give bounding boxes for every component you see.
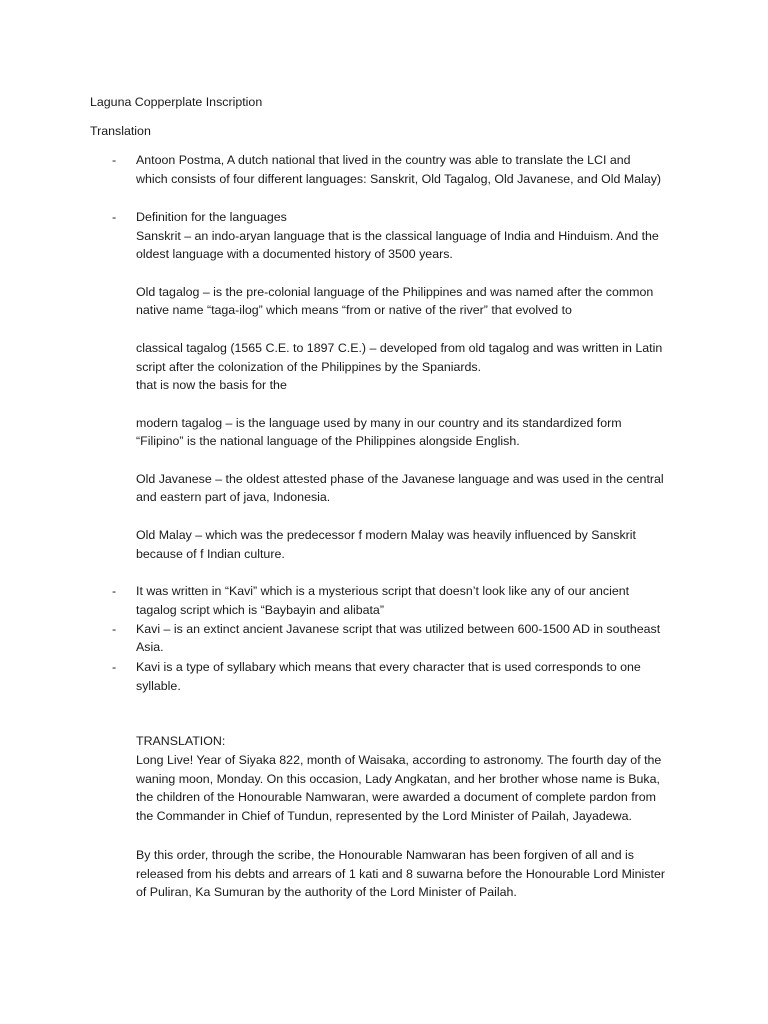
sanskrit-definition-line: oldest language with a documented history of 3500 years.: [136, 247, 453, 261]
classical-tagalog-definition-line: classical tagalog (1565 C.E. to 1897 C.E.) – developed from old tagalog and was written in Latin: [136, 341, 663, 355]
translation-heading: TRANSLATION:: [136, 734, 226, 748]
old-javanese-definition-line: Old Javanese – the oldest attested phase of the Javanese language and was used in the central: [136, 472, 664, 486]
translation-paragraph-line: released from his debts and arrears of 1 kati and 8 suwarna before the Honourable Lord Minister: [136, 867, 665, 881]
bullet-text-line: Kavi – is an extinct ancient Javanese script that was utilized between 600-1500 AD in southeast: [136, 622, 661, 636]
bullet-text-line: syllable.: [136, 679, 181, 693]
document-title: Laguna Copperplate Inscription: [90, 95, 263, 109]
old-javanese-definition-line: and eastern part of java, Indonesia.: [136, 490, 331, 504]
bullet-text-line: Kavi is a type of syllabary which means that every character that is used corresponds to one: [136, 660, 641, 674]
translation-paragraph-line: Long Live! Year of Siyaka 822, month of Waisaka, according to astronomy. The fourth day of the: [136, 753, 662, 767]
bullet-text-line: tagalog script which is “Baybayin and alibata”: [136, 603, 384, 617]
definitions-heading: Definition for the languages: [136, 210, 287, 224]
bullet-marker: -: [112, 153, 117, 167]
bullet-marker: -: [112, 584, 117, 598]
old-malay-definition-line: Old Malay – which was the predecessor f modern Malay was heavily influenced by Sanskrit: [136, 528, 636, 542]
classical-tagalog-definition-line: script after the colonization of the Philippines by the Spaniards.: [136, 360, 482, 374]
bullet-text-line: Asia.: [136, 640, 164, 654]
modern-tagalog-definition-line: modern tagalog – is the language used by many in our country and its standardized form: [136, 416, 622, 430]
translation-paragraph-line: By this order, through the scribe, the Honourable Namwaran has been forgiven of all and is: [136, 848, 634, 862]
old-tagalog-definition-line: native name “taga-ilog” which means “from or native of the river” that evolved to: [136, 303, 572, 317]
translation-paragraph-line: the Commander in Chief of Tundun, represented by the Lord Minister of Pailah, Jayadewa.: [136, 809, 632, 823]
old-malay-definition-line: because of f Indian culture.: [136, 547, 285, 561]
bullet-text-line: Antoon Postma, A dutch national that lived in the country was able to translate the LCI and: [136, 153, 631, 167]
bullet-text-line: It was written in “Kavi” which is a mysterious script that doesn’t look like any of our ancient: [136, 584, 630, 598]
sanskrit-definition-line: Sanskrit – an indo-aryan language that is the classical language of India and Hinduism. And the: [136, 229, 659, 243]
modern-tagalog-definition-line: “Filipino” is the national language of the Philippines alongside English.: [136, 434, 520, 448]
section-heading: Translation: [90, 124, 151, 138]
translation-paragraph-line: waning moon, Monday. On this occasion, Lady Angkatan, and her brother whose name is Buka,: [136, 772, 660, 786]
translation-paragraph-line: of Puliran, Ka Sumuran by the authority of the Lord Minister of Pailah.: [136, 885, 517, 899]
bullet-marker: -: [112, 660, 117, 674]
translation-paragraph-line: the children of the Honourable Namwaran, were awarded a document of complete pardon from: [136, 790, 657, 804]
classical-tagalog-definition-line: that is now the basis for the: [136, 378, 287, 392]
bullet-text-line: which consists of four different languages: Sanskrit, Old Tagalog, Old Javanese, and Old Malay): [136, 172, 662, 186]
bullet-marker: -: [112, 210, 117, 224]
bullet-marker: -: [112, 622, 117, 636]
old-tagalog-definition-line: Old tagalog – is the pre-colonial language of the Philippines and was named after the common: [136, 285, 654, 299]
